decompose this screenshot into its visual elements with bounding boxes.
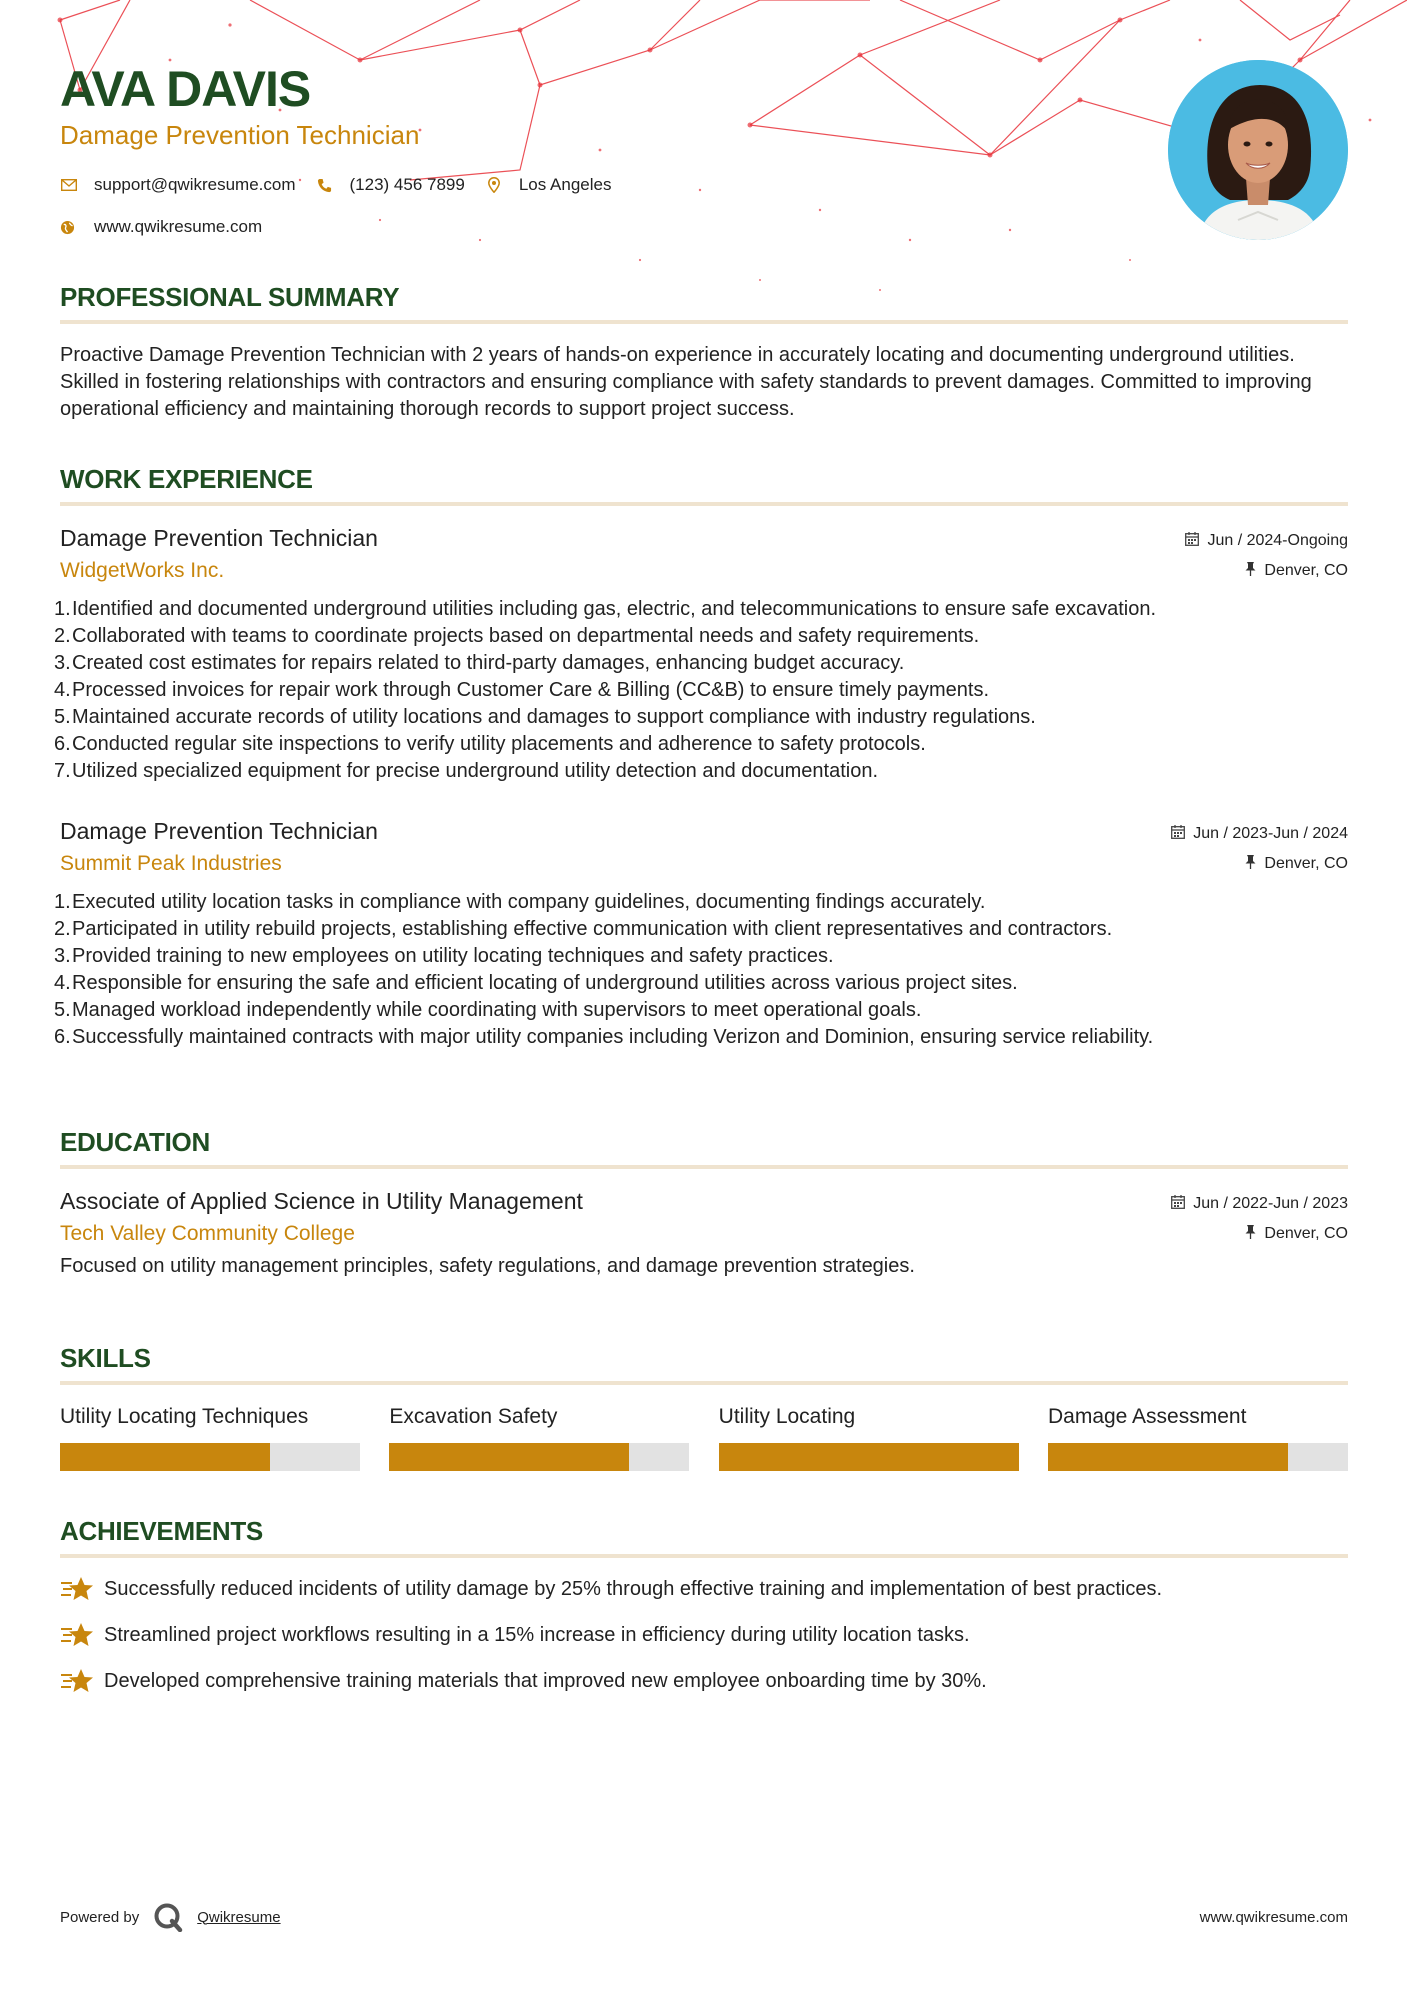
contact-phone[interactable]: [316, 175, 465, 195]
skill-name: Excavation Safety: [389, 1405, 558, 1428]
list-item: 6. Conducted regular site inspections to verify utility placements and adherence to safety protocols.: [54, 733, 926, 755]
contact-email[interactable]: [60, 175, 296, 195]
experience-heading: WORK EXPERIENCE: [60, 464, 313, 494]
calendar-icon: [1185, 532, 1199, 550]
skills-section: [60, 1341, 1348, 1471]
skill-item: [719, 1403, 1019, 1471]
skill-bar-fill: [1048, 1443, 1288, 1471]
pushpin-icon: [1245, 1225, 1256, 1243]
list-item: 1. Identified and documented underground utilities including gas, electric, and telecommunications to ensure safe excavation.: [54, 598, 1156, 620]
phone-icon: [316, 176, 334, 194]
skill-bar: [389, 1443, 689, 1471]
powered-by-label: Powered by: [60, 1908, 140, 1926]
email-text[interactable]: support@qwikresume.com: [94, 175, 296, 194]
job-entry: [54, 522, 1348, 785]
skill-name: Utility Locating: [718, 1405, 856, 1428]
job-location: [1245, 562, 1348, 580]
school: Tech Valley Community College: [60, 1222, 355, 1245]
profile-photo: [1168, 60, 1348, 240]
achievement-item: [60, 1574, 1348, 1604]
education-dates: [1171, 1195, 1348, 1213]
achievements-section: [60, 1514, 1348, 1696]
job-role: Damage Prevention Technician: [60, 525, 378, 551]
job-role: Damage Prevention Technician: [60, 818, 378, 844]
star-award-icon: [60, 1574, 94, 1604]
skill-bar: [1048, 1443, 1348, 1471]
footer-branding: [60, 1902, 281, 1932]
achievements-heading: ACHIEVEMENTS: [60, 1516, 263, 1546]
skill-item: [389, 1403, 689, 1471]
calendar-icon: [1171, 825, 1185, 843]
education-heading: EDUCATION: [60, 1127, 210, 1157]
job-bullets: [54, 596, 1348, 785]
summary-heading: PROFESSIONAL SUMMARY: [60, 282, 400, 312]
summary-section: [60, 280, 1348, 423]
resume-header: [60, 58, 1060, 240]
phone-text[interactable]: (123) 456 7899: [349, 175, 465, 194]
contact-row: [60, 172, 1060, 198]
list-item: 2. Participated in utility rebuild projects, establishing effective communication with client representatives and contractors.: [54, 918, 1113, 940]
experience-section: [54, 462, 1348, 1051]
list-item: 6. Successfully maintained contracts with major utility companies including Verizon and Dominion, ensuring service reliability.: [54, 1026, 1154, 1048]
calendar-icon: [1171, 1195, 1185, 1213]
list-item: 5. Managed workload independently while coordinating with supervisors to meet operational goals.: [54, 999, 922, 1021]
skill-item: [1048, 1403, 1348, 1471]
achievement-text: Streamlined project workflows resulting in a 15% increase in efficiency during utility location tasks.: [104, 1624, 970, 1646]
star-award-icon: [60, 1620, 94, 1650]
section-divider: [60, 1165, 1348, 1169]
job-company: Summit Peak Industries: [60, 852, 282, 875]
job-location-text: Denver, CO: [1264, 562, 1348, 579]
star-award-icon: [60, 1666, 94, 1696]
education-entry: [60, 1185, 1348, 1280]
skill-bar-fill: [60, 1443, 270, 1471]
list-item: 4. Processed invoices for repair work through Customer Care & Billing (CC&B) to ensure timely payments.: [54, 679, 990, 701]
skills-heading: SKILLS: [60, 1343, 151, 1373]
section-divider: [60, 1381, 1348, 1385]
achievement-item: [60, 1666, 1348, 1696]
job-dates: [1185, 532, 1348, 550]
list-item: 3. Created cost estimates for repairs related to third-party damages, enhancing budget accuracy.: [54, 652, 905, 674]
skills-grid: [60, 1403, 1348, 1471]
pushpin-icon: [1245, 562, 1256, 580]
education-location: [1245, 1225, 1348, 1243]
education-description: Focused on utility management principles, safety regulations, and damage prevention strategies.: [60, 1255, 915, 1277]
list-item: 2. Collaborated with teams to coordinate projects based on departmental needs and safety requirements.: [54, 625, 980, 647]
website-text[interactable]: www.qwikresume.com: [94, 217, 263, 236]
skill-name: Utility Locating Techniques: [60, 1405, 309, 1428]
contact-location: [485, 175, 612, 195]
section-divider: [60, 502, 1348, 506]
job-location: [1245, 855, 1348, 873]
education-dates-text: Jun / 2022-Jun / 2023: [1193, 1195, 1348, 1212]
skill-name: Damage Assessment: [1047, 1405, 1247, 1428]
education-location-text: Denver, CO: [1264, 1225, 1348, 1242]
list-item: 3. Provided training to new employees on utility locating techniques and safety practices.: [54, 945, 834, 967]
envelope-icon: [60, 176, 78, 194]
achievement-text: Developed comprehensive training materials that improved new employee onboarding time by 30%.: [104, 1670, 987, 1692]
skill-bar-fill: [389, 1443, 629, 1471]
job-bullets: [54, 889, 1348, 1051]
achievement-item: [60, 1620, 1348, 1650]
candidate-name: AVA DAVIS: [60, 61, 311, 117]
contact-row-2: [60, 214, 1060, 240]
skill-item: [60, 1403, 360, 1471]
location-text: Los Angeles: [518, 175, 612, 194]
job-location-text: Denver, CO: [1264, 855, 1348, 872]
skill-bar: [719, 1443, 1019, 1471]
job-entry: [54, 815, 1348, 1051]
globe-icon: [60, 220, 78, 235]
job-dates-text: Jun / 2023-Jun / 2024: [1193, 825, 1348, 842]
section-divider: [60, 1554, 1348, 1558]
job-company: WidgetWorks Inc.: [60, 559, 225, 582]
list-item: 1. Executed utility location tasks in compliance with company guidelines, documenting findings accurately.: [54, 891, 986, 913]
skill-bar: [60, 1443, 360, 1471]
job-dates: [1171, 825, 1348, 843]
map-pin-icon: [485, 176, 503, 194]
pushpin-icon: [1245, 855, 1256, 873]
list-item: 7. Utilized specialized equipment for precise underground utility detection and documentation.: [54, 760, 879, 782]
list-item: 4. Responsible for ensuring the safe and efficient locating of underground utilities across various project sites.: [54, 972, 1018, 994]
education-section: [60, 1125, 1348, 1280]
degree: Associate of Applied Science in Utility Management: [60, 1188, 583, 1214]
footer-url[interactable]: www.qwikresume.com: [1199, 1908, 1348, 1926]
skill-bar-fill: [719, 1443, 1019, 1471]
summary-text: Proactive Damage Prevention Technician with 2 years of hands-on experience in accurately locating and documenting underground utilities. Skilled in fostering relationships with contractors and ensuring compliance with safety standards to prevent damages. Committed to improving operational efficiency and maintaining thorough records to support project success.: [60, 344, 1312, 420]
contact-website[interactable]: [60, 217, 262, 237]
qwikresume-logo-icon: [153, 1902, 183, 1932]
candidate-title: Damage Prevention Technician: [60, 120, 420, 150]
list-item: 5. Maintained accurate records of utility locations and damages to support compliance with industry regulations.: [54, 706, 1036, 728]
qwikresume-link[interactable]: Qwikresume: [197, 1908, 281, 1926]
job-dates-text: Jun / 2024-Ongoing: [1207, 532, 1348, 549]
footer: [60, 1902, 1348, 1932]
achievement-text: Successfully reduced incidents of utility damage by 25% through effective training and implementation of best practices.: [104, 1578, 1162, 1600]
section-divider: [60, 320, 1348, 324]
